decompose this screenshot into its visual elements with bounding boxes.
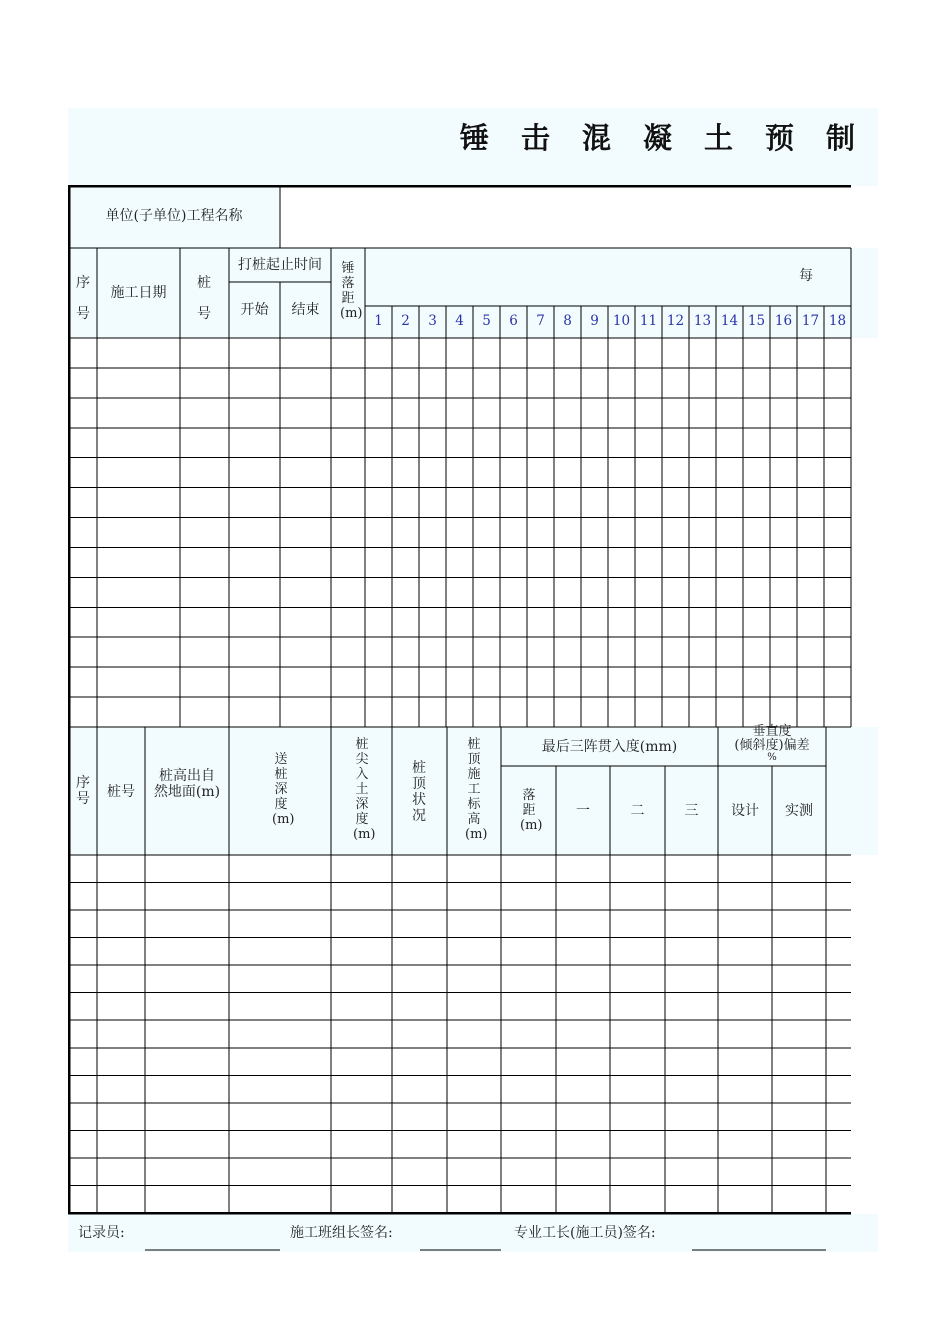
column-number-10: 10 [612,313,631,329]
table-row[interactable] [70,548,850,576]
foreman-label: 专业工长(施工员)签名: [514,1225,656,1241]
t1-per-label: 每 [799,268,813,284]
table-row[interactable] [70,339,850,367]
t1-start-label: 开始 [240,302,269,318]
column-number-2: 2 [401,313,410,329]
table-row[interactable] [70,519,850,547]
foreman-signature-field[interactable] [693,1218,826,1249]
column-number-5: 5 [482,313,491,329]
table-row[interactable] [70,994,850,1020]
column-number-12: 12 [666,313,685,329]
table-row[interactable] [70,578,850,606]
table-row[interactable] [70,429,850,457]
t2-vert-line3: % [767,752,777,763]
column-number-6: 6 [509,313,518,329]
t2-actual-label: 实测 [785,803,813,819]
t2-height-label: 桩高出自然地面(m) [153,768,221,800]
table-row[interactable] [70,698,850,726]
table-row[interactable] [70,399,850,427]
t1-seq-label: 序号 [76,275,90,322]
column-number-17: 17 [801,313,820,329]
table-row[interactable] [70,668,850,696]
table-row[interactable] [70,1186,850,1212]
table-row[interactable] [70,1104,850,1130]
t2-pen-1-label: 一 [576,803,590,819]
t2-pen-3-label: 三 [684,803,699,819]
project-name-label: 单位(子单位)工程名称 [105,208,243,224]
column-number-16: 16 [774,313,793,329]
t1-end-label: 结束 [291,302,320,318]
column-number-11: 11 [639,313,658,329]
table-row[interactable] [70,369,850,397]
t1-pile-no-label: 桩号 [197,275,211,322]
column-number-18: 18 [828,313,847,329]
t2-pen-2-label: 二 [630,803,645,819]
column-number-3: 3 [428,313,437,329]
project-name-field[interactable] [281,188,851,247]
column-number-1: 1 [374,313,383,329]
table-row[interactable] [70,1159,850,1185]
t2-design-label: 设计 [731,803,759,819]
table-row[interactable] [70,489,850,517]
t2-top-state-label: 桩顶状况 [412,760,426,824]
t1-date-label: 施工日期 [110,285,167,301]
t2-seq-label: 序号 [76,775,90,807]
table-row[interactable] [70,966,850,992]
t2-tip-label: 桩尖入土深度(m) [353,737,376,842]
t2-vert-line2: (倾斜度)偏差 [734,738,810,753]
column-number-9: 9 [590,313,599,329]
t2-penetration-label: 最后三阵贯入度(mm) [541,739,678,755]
table-row[interactable] [70,459,850,487]
table-row[interactable] [70,884,850,910]
column-number-13: 13 [693,313,712,329]
t2-pen-drop-label: 落距(m) [520,788,543,833]
column-number-4: 4 [455,313,464,329]
table-row[interactable] [70,1049,850,1075]
t2-pile-no-label: 桩号 [107,784,135,800]
recorder-signature-field[interactable] [146,1218,280,1249]
table-row[interactable] [70,911,850,937]
table-row[interactable] [70,1076,850,1102]
table-row[interactable] [70,638,850,666]
page-title: 锤 击 混 凝 土 预 制 [460,121,856,155]
team-leader-label: 施工班组长签名: [290,1225,393,1241]
column-number-14: 14 [720,313,739,329]
table-row[interactable] [70,856,850,882]
t2-send-label: 送桩深度(m) [272,752,295,827]
recorder-label: 记录员: [78,1225,125,1241]
t1-pile-time-label: 打桩起止时间 [238,257,322,273]
team-leader-signature-field[interactable] [421,1218,501,1249]
t2-top-elev-label: 桩顶施工标高(m) [465,737,488,842]
table-row[interactable] [70,939,850,965]
table-row[interactable] [70,1131,850,1157]
column-number-7: 7 [536,313,545,329]
t1-drop-label: 锤落距(m) [340,261,363,321]
t2-vert-label [718,725,826,763]
t2-vert-line1: 垂直度 [752,724,792,739]
column-number-8: 8 [563,313,572,329]
table-row[interactable] [70,1021,850,1047]
table-row[interactable] [70,608,850,636]
column-number-15: 15 [747,313,766,329]
